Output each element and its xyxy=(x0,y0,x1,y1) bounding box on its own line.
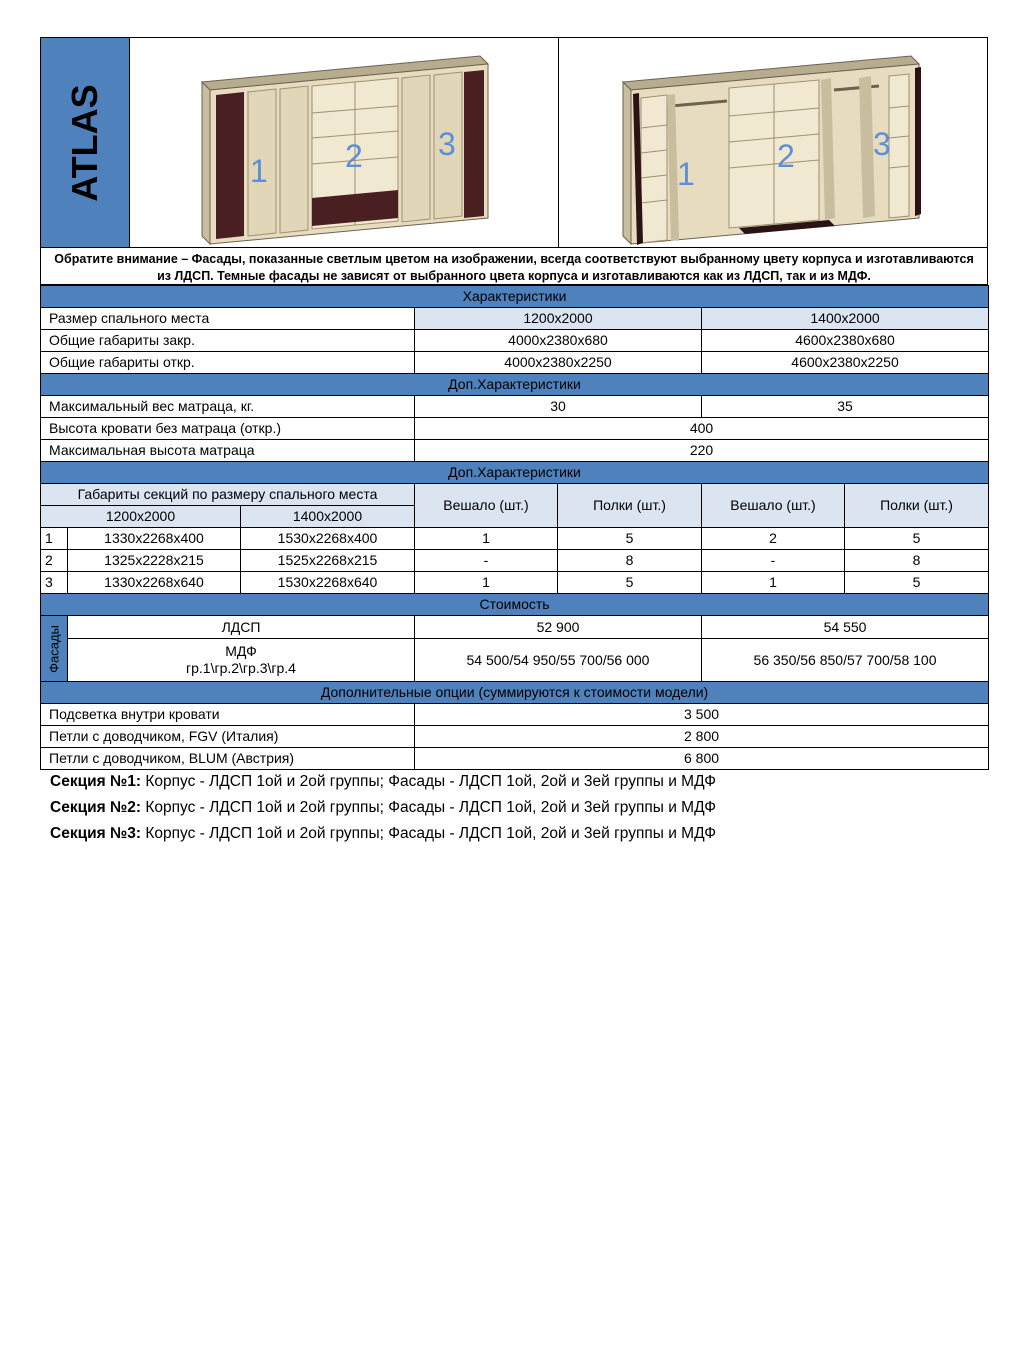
cost-title: Стоимость xyxy=(41,594,989,616)
hang-a: 1 xyxy=(415,572,558,594)
facade-note: Обратите внимание – Фасады, показанные светлым цветом на изображении, всегда соответствуют выбранному цвету корпуса и изготавливаются из ЛДСП. Темные фасады не зависят от выбранного цвета корпуса и изготавливаются как из ЛДСП, так и из МДФ. xyxy=(40,248,988,285)
size-a-header: 1200x2000 xyxy=(41,506,241,528)
section-text: Корпус - ЛДСП 1ой и 2ой группы; Фасады - ЛДСП 1ой, 2ой и 3ей группы и МДФ xyxy=(141,773,717,790)
hang-b: 1 xyxy=(702,572,845,594)
shelves-b: 8 xyxy=(845,550,989,572)
facades-label: Фасады xyxy=(46,624,62,673)
size-b: 1400x2000 xyxy=(702,308,989,330)
section-line-1 xyxy=(50,769,990,795)
section-title: Секция №2: xyxy=(50,799,142,816)
section-number: 2 xyxy=(41,550,68,572)
table-row xyxy=(41,352,989,374)
option-price: 2 800 xyxy=(415,726,989,748)
hang-header-a: Вешало (шт.) xyxy=(415,484,558,528)
ldsp-price-b: 54 550 xyxy=(702,616,989,639)
option-label: Подсветка внутри кровати xyxy=(41,704,415,726)
cost-ldsp-row xyxy=(41,616,989,639)
row-label: Размер спального места xyxy=(41,308,415,330)
section-label-2: 2 xyxy=(345,138,363,174)
dims-a: 1330x2268x640 xyxy=(68,572,241,594)
shelves-b: 5 xyxy=(845,528,989,550)
option-price: 6 800 xyxy=(415,748,989,770)
table-row xyxy=(41,330,989,352)
extra-header-row xyxy=(41,374,989,396)
size-a: 1200x2000 xyxy=(415,308,702,330)
table-row xyxy=(41,528,989,550)
value-b: 4600x2380x2250 xyxy=(702,352,989,374)
dims-b: 1530x2268x640 xyxy=(241,572,415,594)
mdf-label-line2: гр.1\гр.2\гр.3\гр.4 xyxy=(186,660,296,676)
table-row xyxy=(41,418,989,440)
section-label-1: 1 xyxy=(677,156,695,192)
ldsp-label: ЛДСП xyxy=(68,616,415,639)
hang-b: 2 xyxy=(702,528,845,550)
size-b-header: 1400x2000 xyxy=(241,506,415,528)
table-row xyxy=(41,726,989,748)
table-row xyxy=(41,748,989,770)
dims-b: 1530x2268x400 xyxy=(241,528,415,550)
mdf-price-a: 54 500/54 950/55 700/56 000 xyxy=(415,639,702,682)
row-label: Максимальная высота матраца xyxy=(41,440,415,462)
cost-mdf-row xyxy=(41,639,989,682)
table-row xyxy=(41,550,989,572)
shelves-a: 5 xyxy=(558,528,702,550)
value: 400 xyxy=(415,418,989,440)
closed-wardrobe-drawing xyxy=(130,38,558,247)
characteristics-header-row xyxy=(41,286,989,308)
section-materials xyxy=(50,769,990,847)
mdf-price-b: 56 350/56 850/57 700/58 100 xyxy=(702,639,989,682)
cost-header-row xyxy=(41,594,989,616)
value-a: 30 xyxy=(415,396,702,418)
table-row xyxy=(41,308,989,330)
open-wardrobe-drawing xyxy=(559,38,987,247)
shelves-a: 8 xyxy=(558,550,702,572)
row-label: Общие габариты закр. xyxy=(41,330,415,352)
section-label-2: 2 xyxy=(777,138,795,174)
shelves-header-a: Полки (шт.) xyxy=(558,484,702,528)
closed-wardrobe-image xyxy=(130,38,558,247)
hang-a: 1 xyxy=(415,528,558,550)
shelves-a: 5 xyxy=(558,572,702,594)
hang-header-b: Вешало (шт.) xyxy=(702,484,845,528)
section-line-3 xyxy=(50,821,990,847)
spec-table xyxy=(40,285,989,770)
brand-panel xyxy=(41,38,130,247)
section-title: Секция №3: xyxy=(50,825,142,842)
section-text: Корпус - ЛДСП 1ой и 2ой группы; Фасады - ЛДСП 1ой, 2ой и 3ей группы и МДФ xyxy=(141,825,717,842)
row-label: Высота кровати без матраца (откр.) xyxy=(41,418,415,440)
option-label: Петли с доводчиком, FGV (Италия) xyxy=(41,726,415,748)
brand-title: ATLAS xyxy=(64,83,105,202)
sections-title: Доп.Характеристики xyxy=(41,462,989,484)
section-number: 3 xyxy=(41,572,68,594)
facades-label-cell xyxy=(41,616,68,682)
options-header-row xyxy=(41,682,989,704)
section-title: Секция №1: xyxy=(50,773,142,790)
value-a: 4000x2380x680 xyxy=(415,330,702,352)
section-text: Корпус - ЛДСП 1ой и 2ой группы; Фасады - ЛДСП 1ой, 2ой и 3ей группы и МДФ xyxy=(141,799,717,816)
row-label: Максимальный вес матраца, кг. xyxy=(41,396,415,418)
open-wardrobe-image xyxy=(558,38,987,247)
option-label: Петли с доводчиком, BLUM (Австрия) xyxy=(41,748,415,770)
mdf-label-line1: МДФ xyxy=(225,643,257,659)
section-label-3: 3 xyxy=(873,126,891,162)
table-row xyxy=(41,572,989,594)
shelves-header-b: Полки (шт.) xyxy=(845,484,989,528)
table-row xyxy=(41,440,989,462)
value: 220 xyxy=(415,440,989,462)
sections-subheader-row xyxy=(41,484,989,506)
table-row xyxy=(41,396,989,418)
hang-a: - xyxy=(415,550,558,572)
value-a: 4000x2380x2250 xyxy=(415,352,702,374)
hang-b: - xyxy=(702,550,845,572)
dims-b: 1525x2268x215 xyxy=(241,550,415,572)
dims-a: 1330x2268x400 xyxy=(68,528,241,550)
dimensions-group-header: Габариты секций по размеру спального места xyxy=(41,484,415,506)
shelves-b: 5 xyxy=(845,572,989,594)
ldsp-price-a: 52 900 xyxy=(415,616,702,639)
value-b: 4600x2380x680 xyxy=(702,330,989,352)
section-line-2 xyxy=(50,795,990,821)
section-number: 1 xyxy=(41,528,68,550)
section-label-3: 3 xyxy=(438,126,456,162)
value-b: 35 xyxy=(702,396,989,418)
header-block xyxy=(40,37,988,248)
sections-header-row xyxy=(41,462,989,484)
product-sheet xyxy=(40,37,988,770)
section-label-1: 1 xyxy=(250,153,268,189)
option-price: 3 500 xyxy=(415,704,989,726)
mdf-label xyxy=(68,639,415,682)
characteristics-title: Характеристики xyxy=(41,286,989,308)
options-title: Дополнительные опции (суммируются к стоимости модели) xyxy=(41,682,989,704)
table-row xyxy=(41,704,989,726)
row-label: Общие габариты откр. xyxy=(41,352,415,374)
extra-title: Доп.Характеристики xyxy=(41,374,989,396)
dims-a: 1325x2228x215 xyxy=(68,550,241,572)
